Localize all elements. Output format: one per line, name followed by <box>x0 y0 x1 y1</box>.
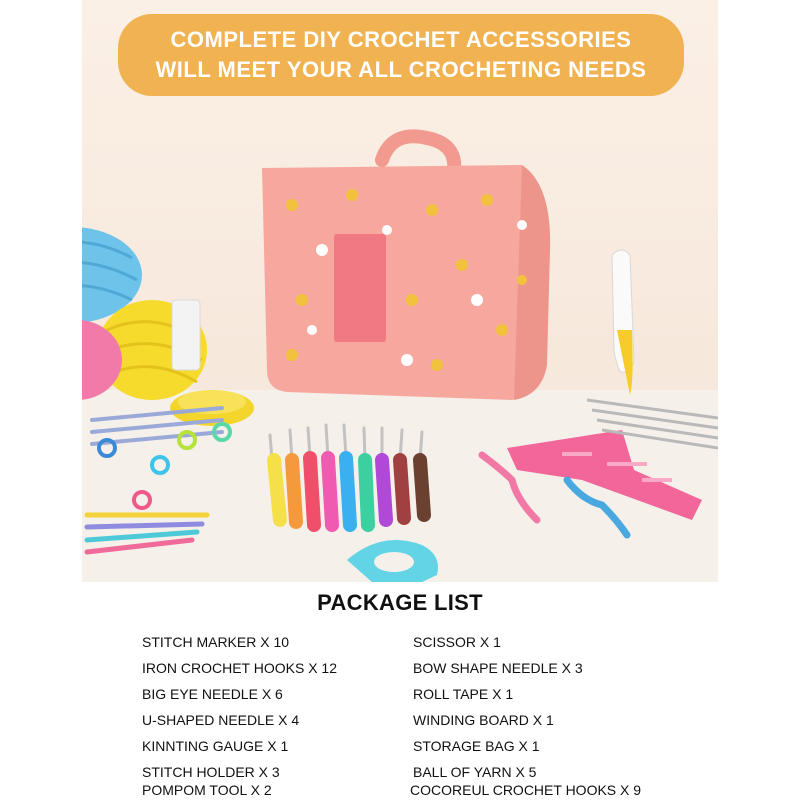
list-item: STITCH HOLDER X 3 <box>142 764 280 780</box>
headline-banner <box>118 14 684 96</box>
list-item: BALL OF YARN X 5 <box>413 764 537 780</box>
headline-line-1: COMPLETE DIY CROCHET ACCESSORIES <box>170 27 632 52</box>
list-item: BIG EYE NEEDLE X 6 <box>142 686 283 702</box>
list-item: KINNTING GAUGE X 1 <box>142 738 289 754</box>
list-item: STORAGE BAG X 1 <box>413 738 540 754</box>
bag-label-patch <box>334 234 386 342</box>
list-item: POMPOM TOOL X 2 <box>142 782 272 798</box>
list-item: COCOREUL CROCHET HOOKS X 9 <box>410 782 642 798</box>
list-item: U-SHAPED NEEDLE X 4 <box>142 712 300 728</box>
list-item: ROLL TAPE X 1 <box>413 686 514 702</box>
list-item: IRON CROCHET HOOKS X 12 <box>142 660 338 676</box>
package-list-title: PACKAGE LIST <box>317 590 483 615</box>
list-item: BOW SHAPE NEEDLE X 3 <box>413 660 583 676</box>
list-item: STITCH MARKER X 10 <box>142 634 290 650</box>
list-item: WINDING BOARD X 1 <box>413 712 554 728</box>
list-item: SCISSOR X 1 <box>413 634 501 650</box>
headline-line-2: WILL MEET YOUR ALL CROCHETING NEEDS <box>155 57 647 82</box>
storage-bag <box>262 165 544 400</box>
